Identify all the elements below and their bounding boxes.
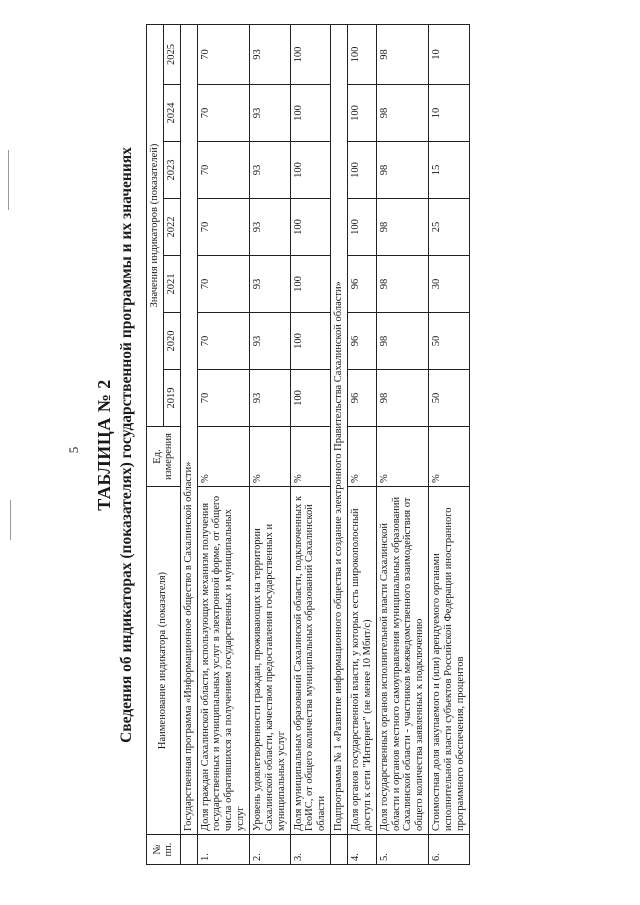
value-cell: 70 bbox=[197, 142, 249, 199]
value-cell: 100 bbox=[290, 370, 331, 427]
value-cell: 100 bbox=[348, 142, 377, 199]
value-cell: 98 bbox=[376, 256, 428, 313]
table-row bbox=[250, 25, 291, 865]
value-cell: 100 bbox=[348, 85, 377, 142]
value-cell: 100 bbox=[348, 25, 377, 85]
value-cell: 100 bbox=[290, 313, 331, 370]
table-row bbox=[290, 25, 331, 865]
header-values-group: Значения индикаторов (показателей) bbox=[147, 25, 164, 427]
table-subtitle: Сведения об индикаторах (показателях) государственной программы и их значениях bbox=[118, 147, 135, 743]
indicator-name: Уровень удовлетворенности граждан, проживающих на территории Сахалинской области, качеством предоставления государственных и муниципальных услуг bbox=[250, 487, 291, 835]
table-row bbox=[197, 25, 249, 865]
header-year: 2021 bbox=[163, 256, 180, 313]
header-year: 2022 bbox=[163, 199, 180, 256]
subprogram-title-row: Подпрограмма № 1 «Развитие информационного общества и создание электронного Правительства Сахалинской области» bbox=[331, 25, 348, 835]
header-year: 2024 bbox=[163, 85, 180, 142]
header-year: 2025 bbox=[163, 25, 180, 85]
row-number: 6. bbox=[429, 835, 470, 865]
header-indicator-name: Наименование индикатора (показателя) bbox=[147, 487, 181, 835]
row-number: 3. bbox=[290, 835, 331, 865]
value-cell: 100 bbox=[290, 256, 331, 313]
page-number: 5 bbox=[66, 446, 81, 454]
row-number: 2. bbox=[250, 835, 291, 865]
value-cell: 50 bbox=[429, 370, 470, 427]
value-cell: 30 bbox=[429, 256, 470, 313]
indicators-table bbox=[146, 24, 470, 865]
value-cell: 100 bbox=[290, 142, 331, 199]
empty-cell bbox=[180, 835, 197, 865]
value-cell: 93 bbox=[250, 256, 291, 313]
indicator-name: Доля граждан Сахалинской области, использующих механизм получения государственных и муниципальных услуг в электронной форме, от общего числа обратившихся за получением государственных и муниципальных услуг bbox=[197, 487, 249, 835]
value-cell: 98 bbox=[376, 142, 428, 199]
value-cell: 70 bbox=[197, 313, 249, 370]
value-cell: 96 bbox=[348, 370, 377, 427]
value-cell: 100 bbox=[290, 199, 331, 256]
table-row bbox=[376, 25, 428, 865]
value-cell: 98 bbox=[376, 313, 428, 370]
value-cell: 93 bbox=[250, 25, 291, 85]
value-cell: 93 bbox=[250, 85, 291, 142]
value-cell: 98 bbox=[376, 25, 428, 85]
indicator-name: Стоимостная доля закупаемого и (или) арендуемого органами исполнительной власти субъектов Российской Федерации иностранного программного обеспечения, процентов bbox=[429, 487, 470, 835]
empty-cell bbox=[331, 835, 348, 865]
value-cell: 98 bbox=[376, 199, 428, 256]
value-cell: 15 bbox=[429, 142, 470, 199]
table-row bbox=[348, 25, 377, 865]
header-unit: Ед. измерения bbox=[147, 427, 181, 487]
value-cell: 93 bbox=[250, 313, 291, 370]
value-cell: 100 bbox=[290, 25, 331, 85]
value-cell: 70 bbox=[197, 256, 249, 313]
header-number: № пп. bbox=[147, 835, 181, 865]
row-number: 1. bbox=[197, 835, 249, 865]
row-number: 5. bbox=[376, 835, 428, 865]
table-title: ТАБЛИЦА № 2 bbox=[94, 379, 114, 511]
value-cell: 100 bbox=[290, 85, 331, 142]
unit-cell: % bbox=[348, 427, 377, 487]
value-cell: 100 bbox=[348, 199, 377, 256]
value-cell: 10 bbox=[429, 25, 470, 85]
header-year: 2019 bbox=[163, 370, 180, 427]
value-cell: 93 bbox=[250, 199, 291, 256]
table-row bbox=[429, 25, 470, 865]
indicator-name: Доля государственных органов исполнительной власти Сахалинской области и органов местного самоуправления муниципальных образований Сахалинской области - участников межведомственного взаимодействия от общего количества заявленных к подключению bbox=[376, 487, 428, 835]
value-cell: 50 bbox=[429, 313, 470, 370]
unit-cell: % bbox=[290, 427, 331, 487]
unit-cell: % bbox=[197, 427, 249, 487]
value-cell: 70 bbox=[197, 85, 249, 142]
indicator-name: Доля органов государственной власти, у которых есть широкополосный доступ к сети "Интернет" (не менее 10 Мбит/с) bbox=[348, 487, 377, 835]
value-cell: 96 bbox=[348, 256, 377, 313]
row-number: 4. bbox=[348, 835, 377, 865]
value-cell: 98 bbox=[376, 370, 428, 427]
value-cell: 25 bbox=[429, 199, 470, 256]
value-cell: 70 bbox=[197, 25, 249, 85]
header-year: 2023 bbox=[163, 142, 180, 199]
unit-cell: % bbox=[376, 427, 428, 487]
value-cell: 70 bbox=[197, 199, 249, 256]
indicator-name: Доля муниципальных образований Сахалинской области, подключенных к ГеоИС, от общего количества муниципальных образований Сахалинской области bbox=[290, 487, 331, 835]
value-cell: 70 bbox=[197, 370, 249, 427]
unit-cell: % bbox=[429, 427, 470, 487]
value-cell: 98 bbox=[376, 85, 428, 142]
program-title-row: Государственная программа «Информационное общество в Сахалинской области» bbox=[180, 25, 197, 835]
value-cell: 10 bbox=[429, 85, 470, 142]
header-year: 2020 bbox=[163, 313, 180, 370]
value-cell: 93 bbox=[250, 142, 291, 199]
value-cell: 96 bbox=[348, 313, 377, 370]
unit-cell: % bbox=[250, 427, 291, 487]
value-cell: 93 bbox=[250, 370, 291, 427]
